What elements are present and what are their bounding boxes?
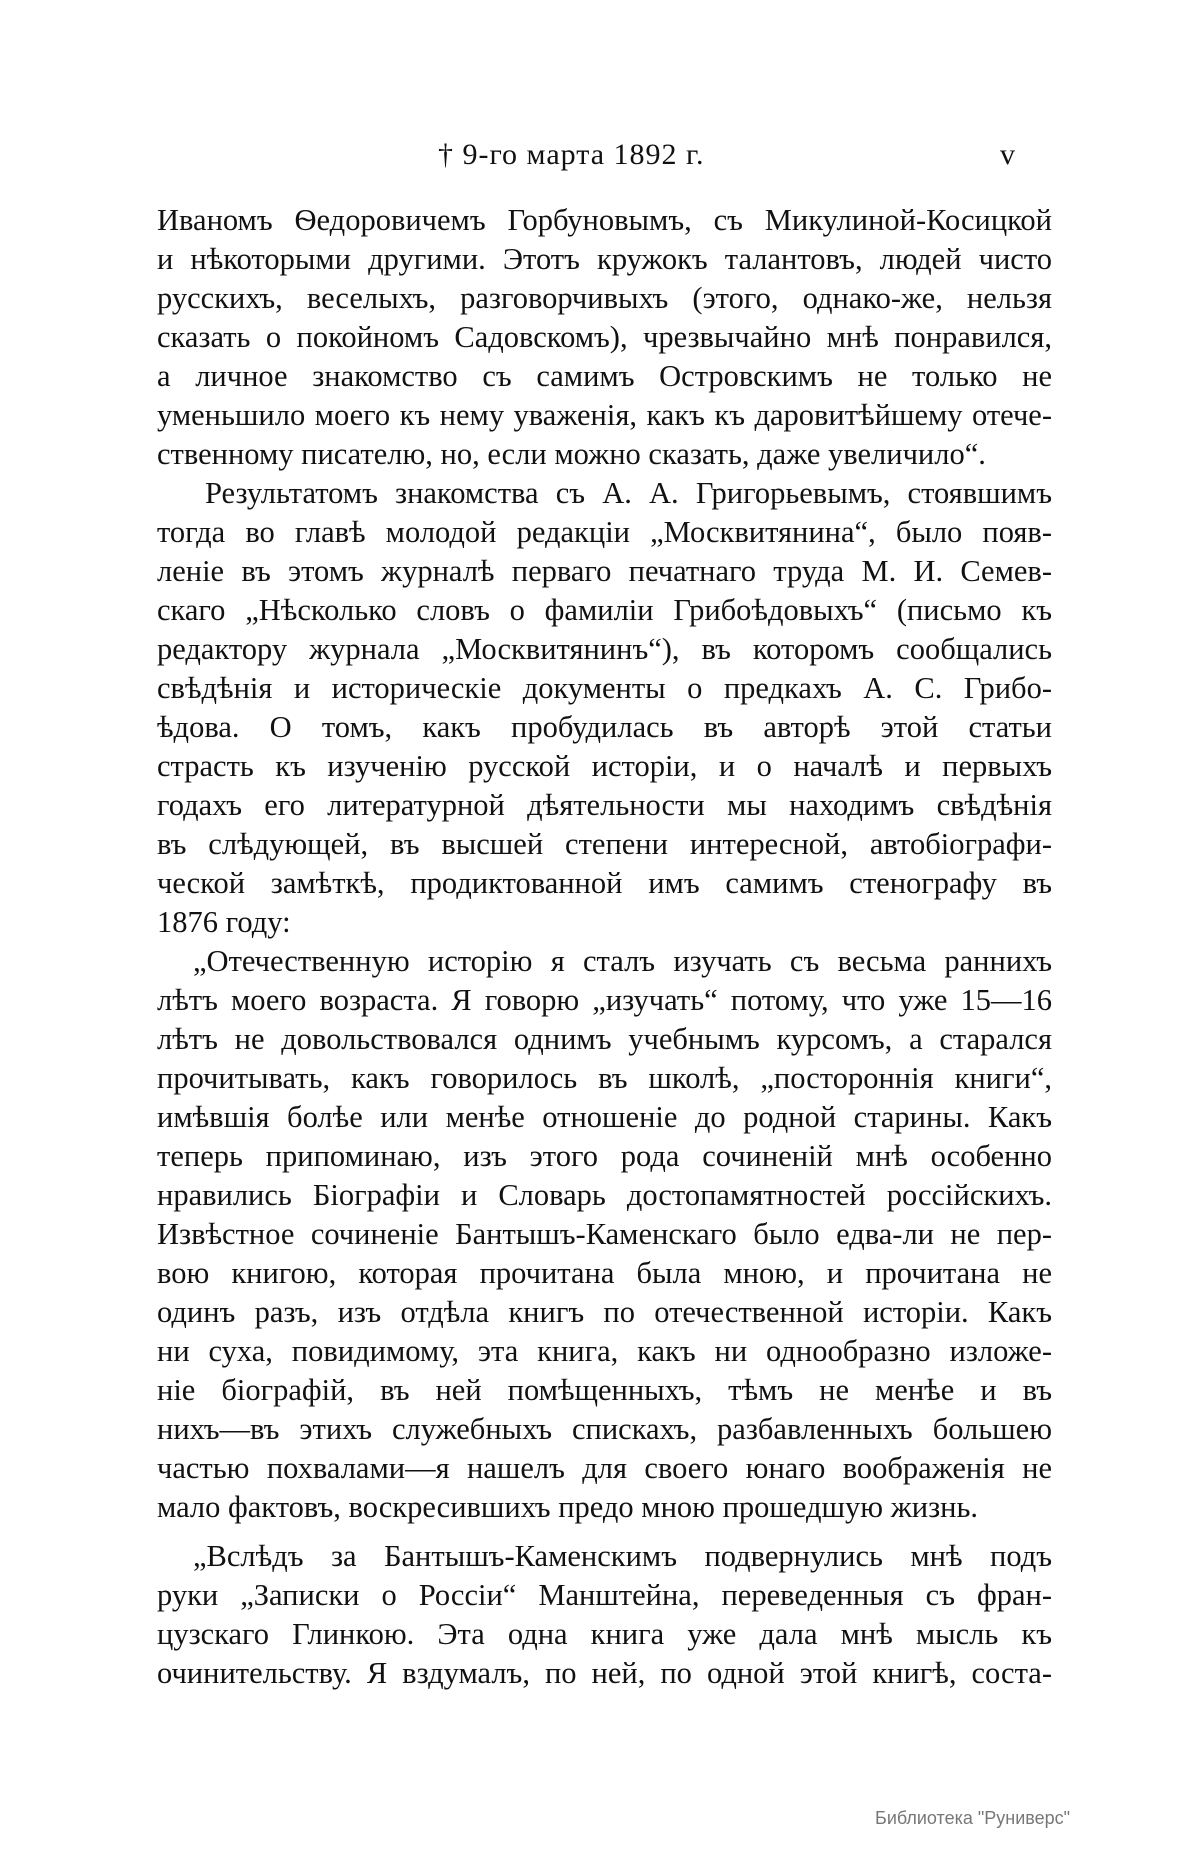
text-line: а личное знакомство съ самимъ Островскимъ не только не: [157, 359, 1052, 393]
text-line: очинительству. Я вздумалъ, по ней, по одной этой книгѣ, соста-: [157, 1656, 1052, 1690]
paragraph-4: [157, 1537, 1052, 1693]
text-line: тогда во главѣ молодой редакціи „Москвитянина“, было появ-: [157, 515, 1052, 549]
text-line: мало фактовъ, воскресившихъ предо мною прошедшую жизнь.: [157, 1490, 978, 1524]
text-line: скаго „Нѣсколько словъ о фамиліи Грибоѣдовыхъ“ (письмо къ: [157, 593, 1052, 627]
text-line: цузскаго Глинкою. Эта одна книга уже дала мнѣ мысль къ: [157, 1617, 1052, 1651]
text-line: одинъ разъ, изъ отдѣла книгъ по отечественной исторіи. Какъ: [157, 1295, 1052, 1329]
text-line: прочитывать, какъ говорилось въ школѣ, „постороннія книги“,: [157, 1061, 1052, 1095]
text-line: годахъ его литературной дѣятельности мы находимъ свѣдѣнія: [157, 788, 1052, 822]
page-header: [0, 138, 1200, 178]
text-line: русскихъ, веселыхъ, разговорчивыхъ (этого, однако-же, нельзя: [157, 281, 1052, 315]
text-line: „Отечественную исторію я сталъ изучать съ весьма раннихъ: [193, 944, 1052, 978]
text-line: ніе біографій, въ ней помѣщенныхъ, тѣмъ не менѣе и въ: [157, 1373, 1052, 1407]
text-line: ни суха, повидимому, эта книга, какъ ни однообразно изложе-: [157, 1334, 1052, 1368]
text-line: Извѣстное сочиненіе Бантышъ-Каменскаго было едва-ли не пер-: [157, 1217, 1052, 1251]
paragraph-3: [157, 942, 1052, 1527]
text-line: ческой замѣткѣ, продиктованной имъ самимъ стенографу въ: [157, 866, 1052, 900]
text-line: Результатомъ знакомства съ А. А. Григорьевымъ, стоявшимъ: [205, 476, 1052, 510]
text-line: нравились Біографіи и Словарь достопамятностей россійскихъ.: [157, 1178, 1052, 1212]
text-line: и нѣкоторыми другими. Этотъ кружокъ талантовъ, людей чисто: [157, 242, 1052, 276]
paragraph-2: [157, 474, 1052, 942]
text-line: лѣтъ моего возраста. Я говорю „изучать“ потому, что уже 15—16: [157, 983, 1052, 1017]
page-number: v: [1000, 138, 1015, 171]
text-line: „Вслѣдъ за Бантышъ-Каменскимъ подвернулись мнѣ подъ: [193, 1539, 1052, 1573]
running-head: † 9-го марта 1892 г.: [438, 138, 705, 171]
text-line: ѣдова. О томъ, какъ пробудилась въ авторѣ этой статьи: [157, 710, 1052, 744]
text-line: уменьшило моего къ нему уваженія, какъ къ даровитѣйшему отече-: [157, 398, 1052, 432]
text-line: 1876 году:: [157, 905, 291, 939]
text-line: въ слѣдующей, въ высшей степени интересной, автобіографи-: [157, 827, 1052, 861]
text-line: руки „Записки о Россіи“ Манштейна, переведенныя съ фран-: [157, 1578, 1052, 1612]
text-line: леніе въ этомъ журналѣ перваго печатнаго труда М. И. Семев-: [157, 554, 1052, 588]
text-line: имѣвшія болѣе или менѣе отношеніе до родной старины. Какъ: [157, 1100, 1052, 1134]
text-line: свѣдѣнія и историческіе документы о предкахъ А. С. Грибо-: [157, 671, 1052, 705]
page-text: [157, 201, 1052, 1693]
library-watermark: Библиотека "Руниверс": [875, 1808, 1071, 1828]
text-line: вою книгою, которая прочитана была мною, и прочитана не: [157, 1256, 1052, 1290]
text-line: Иваномъ Ѳедоровичемъ Горбуновымъ, съ Микулиной-Косицкой: [157, 203, 1052, 237]
text-line: страсть къ изученію русской исторіи, и о началѣ и первыхъ: [157, 749, 1052, 783]
text-line: частью похвалами—я нашелъ для своего юнаго воображенія не: [157, 1451, 1052, 1485]
text-line: лѣтъ не довольствовался однимъ учебнымъ курсомъ, а старался: [157, 1022, 1052, 1056]
text-line: теперь припоминаю, изъ этого рода сочиненій мнѣ особенно: [157, 1139, 1052, 1173]
text-line: нихъ—въ этихъ служебныхъ спискахъ, разбавленныхъ большею: [157, 1412, 1052, 1446]
text-line: ственному писателю, но, если можно сказать, даже увеличило“.: [157, 437, 986, 471]
text-line: редактору журнала „Москвитянинъ“), въ которомъ сообщались: [157, 632, 1052, 666]
paragraph-1: [157, 201, 1052, 474]
text-line: сказать о покойномъ Садовскомъ), чрезвычайно мнѣ понравился,: [157, 320, 1052, 354]
